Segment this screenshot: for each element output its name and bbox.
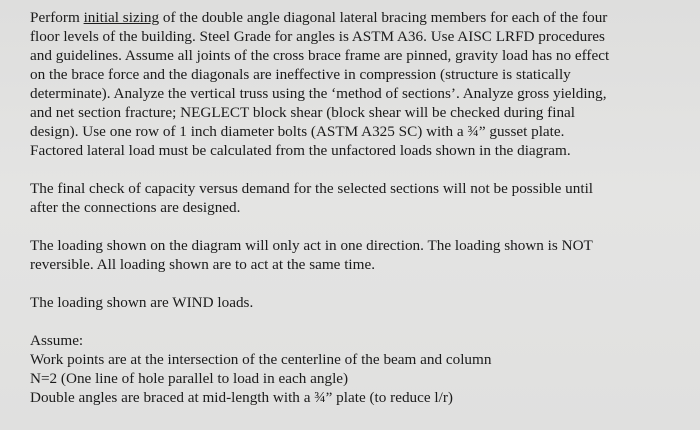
assumption-line: N=2 (One line of hole parallel to load in each angle) [30, 370, 349, 387]
paragraph-instructions-rest: of the double angle diagonal lateral bracing members for each of the four floor levels of the building. Steel Grade for angles is ASTM A36. Use AISC LRFD procedures and guidelines. Assume all joints of the cross brace frame are pinned, gravity load has no effect on the brace force and the diagonals are ineffective in compression (structure is statically determinate). Analyze the vertical truss using the ‘method of sections’. Analyze gross yielding, and net section fracture; NEGLECT block shear (block shear will be checked during final design). Use one row of 1 inch diameter bolts (ASTM A325 SC) with a ¾” gusset plate. Factored lateral load must be calculated from the unfactored loads shown in the diagram. [30, 9, 610, 159]
paragraph-instructions-lead: Perform [30, 9, 84, 26]
assumptions-block [30, 331, 690, 407]
paragraph-final-check: The final check of capacity versus demand for the selected sections will not be possible until after the connections are designed. [30, 180, 594, 216]
assumptions-heading: Assume: [30, 332, 84, 349]
paragraph-wind-loads: The loading shown are WIND loads. [30, 294, 254, 311]
initial-sizing-underlined: initial sizing [83, 9, 160, 26]
paragraph-instructions [30, 8, 690, 160]
paragraph-loading-direction: The loading shown on the diagram will only act in one direction. The loading shown is NOT reversible. All loading shown are to act at the same time. [30, 237, 593, 273]
assumption-line: Double angles are braced at mid-length with a ¾” plate (to reduce l/r) [30, 389, 453, 406]
assumption-line: Work points are at the intersection of the centerline of the beam and column [30, 351, 492, 368]
